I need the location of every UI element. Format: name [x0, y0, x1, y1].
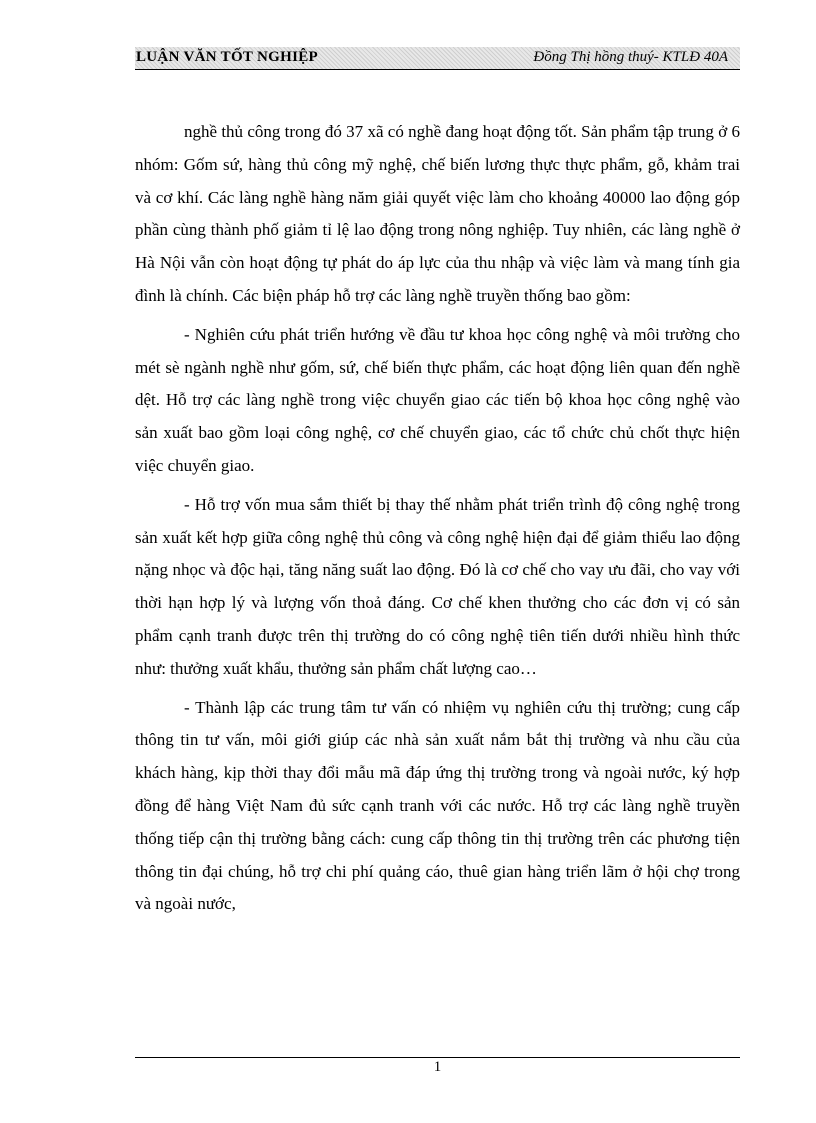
body-paragraph-4: - Thành lập các trung tâm tư vấn có nhiệm vụ nghiên cứu thị trường; cung cấp thông tin tư vấn, môi giới giúp các nhà sản xuất nắm bắt thị trường và nhu cầu của khách hàng, kịp thời thay đổi mẫu mã đáp ứng thị trường trong và ngoài nước, ký hợp đồng để hàng Việt Nam đủ sức cạnh tranh với các nước. Hỗ trợ các làng nghề truyền thống tiếp cận thị trường bằng cách: cung cấp thông tin thị trường trên các phương tiện thông tin đại chúng, hỗ trợ chi phí quảng cáo, thuê gian hàng triển lãm ở hội chợ trong và ngoài nước, [135, 697, 740, 914]
header-author-class: Đồng Thị hồng thuý- KTLĐ 40A [533, 49, 728, 65]
body-paragraph-3: - Hỗ trợ vốn mua sắm thiết bị thay thế nhằm phát triển trình độ công nghệ trong sản xuất kết hợp giữa công nghệ thủ công và công nghệ hiện đại để giảm thiểu lao động nặng nhọc và độc hại, tăng năng suất lao động. Đó là cơ chế cho vay ưu đãi, cho vay với thời hạn hợp lý và lượng vốn thoả đáng. Cơ chế khen thưởng cho các đơn vị có sản phẩm cạnh tranh được trên thị trường do có công nghệ tiên tiến dưới nhiều hình thức như: thưởng xuất khẩu, thưởng sản phẩm chất lượng cao… [135, 494, 740, 678]
page-header [135, 47, 740, 70]
body-paragraph-1: nghề thủ công trong đó 37 xã có nghề đang hoạt động tốt. Sản phẩm tập trung ở 6 nhóm: Gốm sứ, hàng thủ công mỹ nghệ, chế biến lương thực thực phẩm, gỗ, khảm trai và cơ khí. Các làng nghề hàng năm giải quyết việc làm cho khoảng 40000 lao động góp phần cùng thành phố giảm tỉ lệ lao động trong nông nghiệp. Tuy nhiên, các làng nghề ở Hà Nội vẫn còn hoạt động tự phát do áp lực của thu nhập và việc làm và mang tính gia đình là chính. Các biện pháp hỗ trợ các làng nghề truyền thống bao gồm: [135, 122, 740, 305]
body-paragraph-2: - Nghiên cứu phát triển hướng về đầu tư khoa học công nghệ và môi trường cho mét sè ngành nghề như gốm, sứ, chế biến thực phẩm, các hoạt động liên quan đến nghề dệt. Hỗ trợ các làng nghề trong việc chuyển giao các tiến bộ khoa học công nghệ vào sản xuất bao gồm loại công nghệ, cơ chế chuyển giao, các tổ chức chủ chốt thực hiện việc chuyển giao. [135, 324, 740, 475]
page-number: 1 [433, 1059, 442, 1075]
document-body [135, 116, 740, 927]
header-thesis-title: LUẬN VĂN TỐT NGHIỆP [136, 49, 318, 65]
footer-divider [135, 1057, 740, 1058]
